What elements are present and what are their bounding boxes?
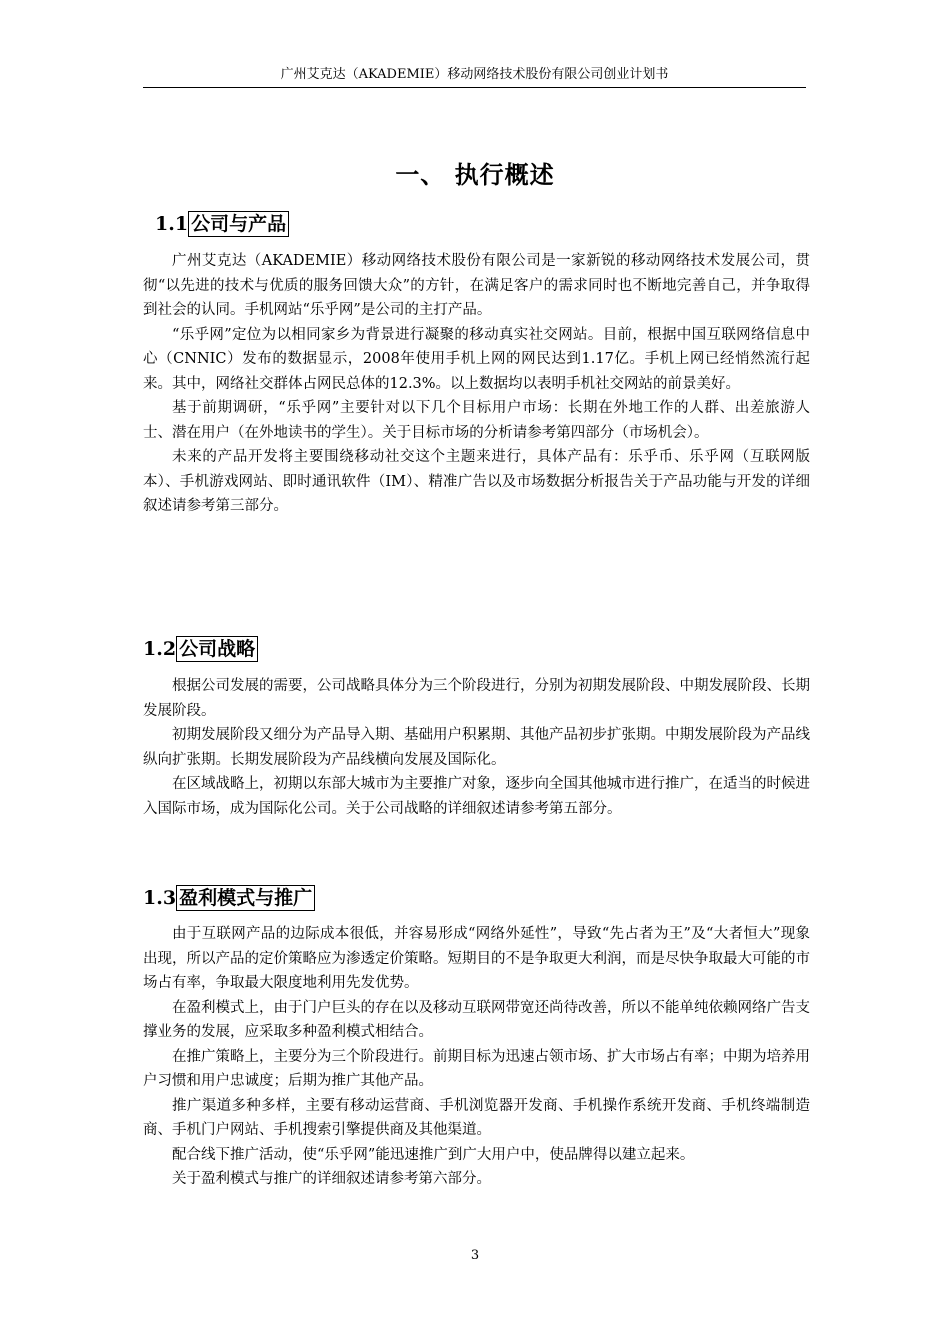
section-title: 公司与产品: [188, 211, 289, 237]
section-number: 1.2: [143, 638, 177, 660]
page-header: 广州艾克达（AKADEMIE）移动网络技术股份有限公司创业计划书: [143, 66, 806, 88]
paragraph: 未来的产品开发将主要围绕移动社交这个主题来进行，具体产品有：乐乎币、乐乎网（互联网版本）、手机游戏网站、即时通讯软件（IM）、精准广告以及市场数据分析报告关于产品功能与开发的详细叙述请参考第三部分。: [143, 449, 810, 514]
section-number: 1.3: [143, 887, 177, 909]
paragraph: 由于互联网产品的边际成本很低，并容易形成“网络外延性”，导致“先占者为王”及“大者恒大”现象出现，所以产品的定价策略应为渗透定价策略。短期目的不是争取更大利润，而是尽快争取最大可能的市场占有率，争取最大限度地利用先发优势。: [143, 926, 810, 991]
paragraph: 初期发展阶段又细分为产品导入期、基础用户积累期、其他产品初步扩张期。中期发展阶段为产品线纵向扩张期。长期发展阶段为产品线横向发展及国际化。: [143, 727, 810, 768]
paragraph: 推广渠道多种多样，主要有移动运营商、手机浏览器开发商、手机操作系统开发商、手机终端制造商、手机门户网站、手机搜索引擎提供商及其他渠道。: [143, 1097, 810, 1138]
section-body-1-3: [143, 922, 810, 1192]
chapter-title: 一、 执行概述: [395, 160, 555, 189]
section-body-1-2: [143, 674, 810, 821]
paragraph: 在推广策略上，主要分为三个阶段进行。前期目标为迅速占领市场、扩大市场占有率；中期为培养用户习惯和用户忠诚度；后期为推广其他产品。: [143, 1048, 810, 1089]
section-heading-1-1: [155, 210, 289, 237]
paragraph: “乐乎网”定位为以相同家乡为背景进行凝聚的移动真实社交网站。目前，根据中国互联网络信息中心（CNNIC）发布的数据显示，2008年使用手机上网的网民达到1.17亿。手机上网已经悄然流行起来。其中，网络社交群体占网民总体的12.3%。以上数据均以表明手机社交网站的前景美好。: [143, 326, 810, 392]
section-number: 1.1: [155, 213, 189, 235]
page-number: 3: [470, 1248, 480, 1263]
section-title: 公司战略: [176, 636, 258, 662]
paragraph: 在盈利模式上，由于门户巨头的存在以及移动互联网带宽还尚待改善，所以不能单纯依赖网络广告支撑业务的发展，应采取多种盈利模式相结合。: [143, 999, 810, 1040]
paragraph: 在区域战略上，初期以东部大城市为主要推广对象，逐步向全国其他城市进行推广，在适当的时候进入国际市场，成为国际化公司。关于公司战略的详细叙述请参考第五部分。: [143, 776, 810, 817]
paragraph: 广州艾克达（AKADEMIE）移动网络技术股份有限公司是一家新锐的移动网络技术发展公司，贯彻“以先进的技术与优质的服务回馈大众”的方针，在满足客户的需求同时也不断地完善自己，并争取得到社会的认同。手机网站“乐乎网”是公司的主打产品。: [143, 253, 810, 318]
section-heading-1-2: [143, 635, 258, 662]
section-body-1-1: [143, 249, 810, 519]
section-heading-1-3: [143, 884, 315, 911]
paragraph: 基于前期调研，“乐乎网”主要针对以下几个目标用户市场：长期在外地工作的人群、出差旅游人士、潜在用户（在外地读书的学生）。关于目标市场的分析请参考第四部分（市场机会）。: [143, 400, 810, 441]
paragraph: 关于盈利模式与推广的详细叙述请参考第六部分。: [172, 1171, 491, 1187]
section-title: 盈利模式与推广: [176, 885, 315, 911]
paragraph: 根据公司发展的需要，公司战略具体分为三个阶段进行，分别为初期发展阶段、中期发展阶段、长期发展阶段。: [143, 678, 810, 719]
paragraph: 配合线下推广活动，使“乐乎网”能迅速推广到广大用户中，使品牌得以建立起来。: [172, 1146, 695, 1163]
